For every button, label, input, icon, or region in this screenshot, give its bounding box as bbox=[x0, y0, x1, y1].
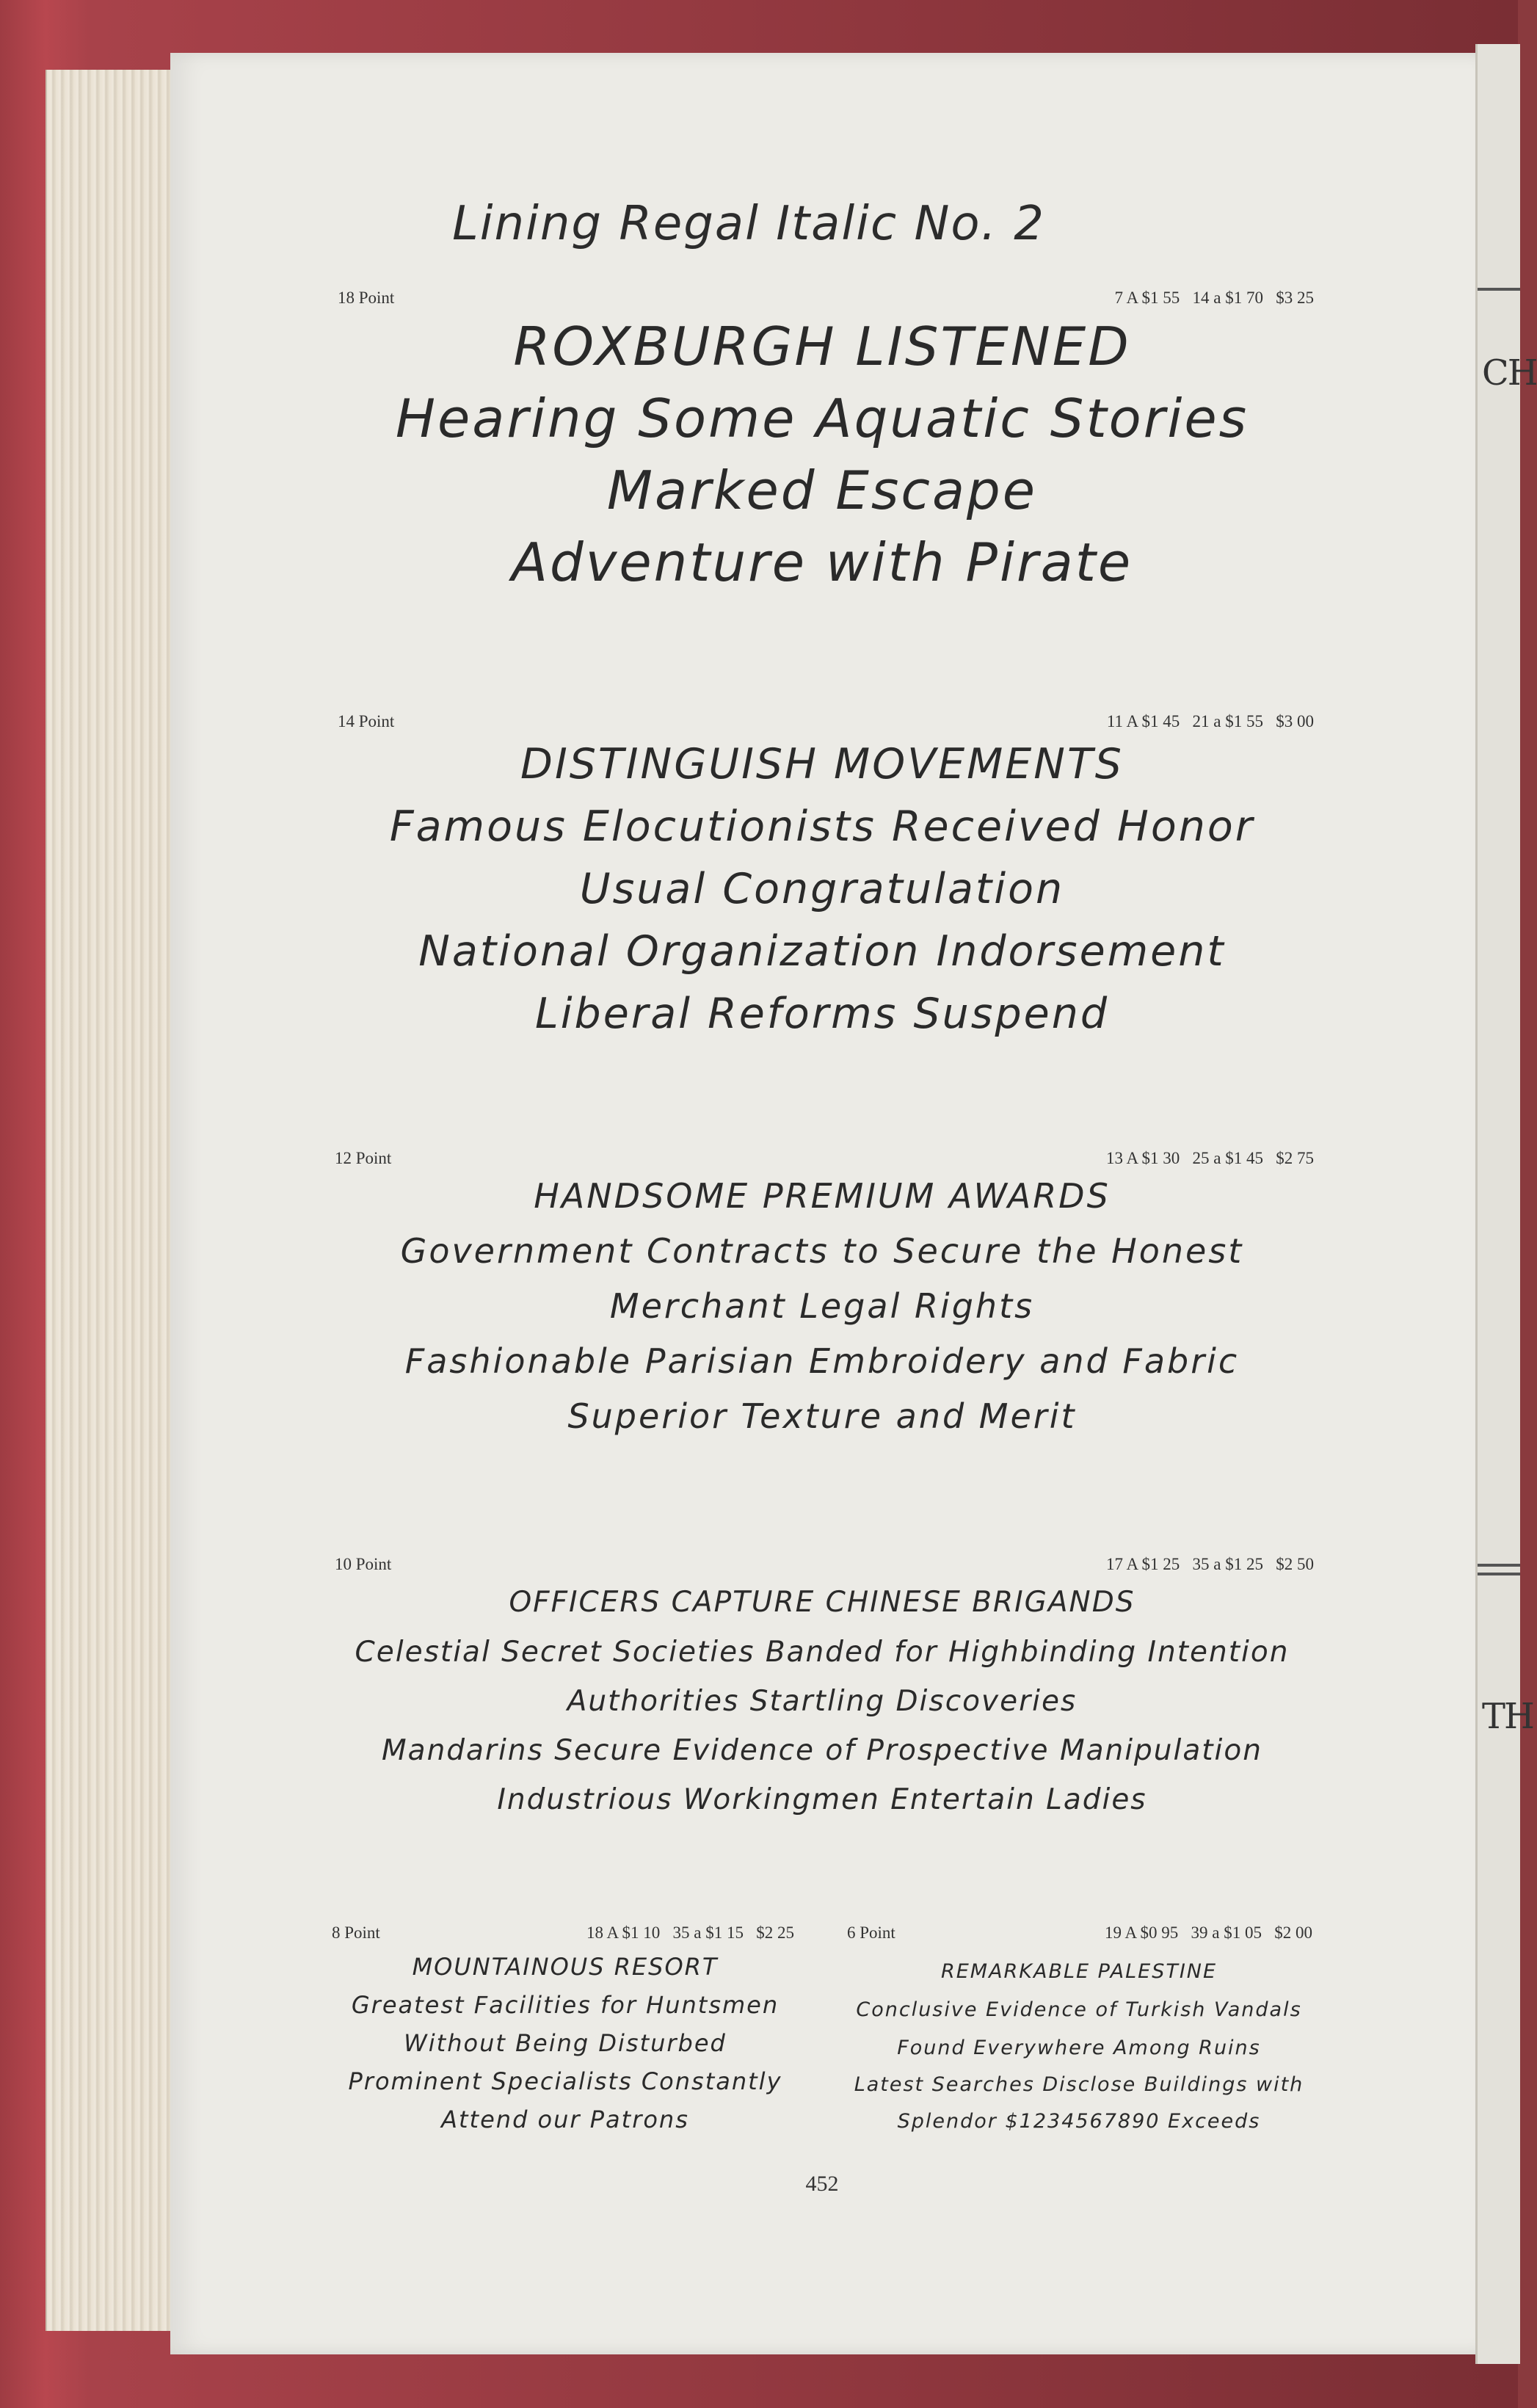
specimen-line: Without Being Disturbed bbox=[404, 2029, 727, 2057]
specimen-line: Industrious Workingmen Entertain Ladies bbox=[497, 1783, 1147, 1816]
specimen-line: Splendor $1234567890 Exceeds bbox=[897, 2110, 1261, 2133]
specimen-line: OFFICERS CAPTURE CHINESE BRIGANDS bbox=[509, 1586, 1136, 1619]
font-price: 19 A $0 95 39 a $1 05 $2 00 bbox=[1104, 1923, 1312, 1942]
specimen-line: Celestial Secret Societies Banded for Highbinding Intention bbox=[355, 1636, 1290, 1669]
specimen-line: Merchant Legal Rights bbox=[609, 1286, 1035, 1326]
point-size-label: 8 Point bbox=[332, 1923, 380, 1942]
specimen-line: REMARKABLE PALESTINE bbox=[940, 1960, 1218, 1983]
font-price: 7 A $1 55 14 a $1 70 $3 25 bbox=[1114, 289, 1314, 307]
point-size-label: 18 Point bbox=[338, 289, 395, 307]
point-size-label: 12 Point bbox=[335, 1149, 392, 1167]
specimen-line: Found Everywhere Among Ruins bbox=[897, 2037, 1261, 2059]
specimen-line: Government Contracts to Secure the Honest bbox=[400, 1231, 1244, 1271]
point-size-label: 10 Point bbox=[335, 1555, 392, 1573]
specimen-line: Hearing Some Aquatic Stories bbox=[395, 388, 1249, 449]
specimen-line: MOUNTAINOUS RESORT bbox=[412, 1953, 719, 1981]
specimen-line: Latest Searches Disclose Buildings with bbox=[854, 2073, 1304, 2096]
specimen-line: Attend our Patrons bbox=[441, 2106, 689, 2133]
specimen-line: Superior Texture and Merit bbox=[567, 1396, 1077, 1436]
adjacent-page-fragment: TH bbox=[1482, 1696, 1533, 1737]
specimen-line: Greatest Facilities for Huntsmen bbox=[351, 1991, 780, 2019]
specimen-line: Usual Congratulation bbox=[579, 865, 1065, 913]
specimen-line: Marked Escape bbox=[606, 460, 1038, 521]
specimen-line: ROXBURGH LISTENED bbox=[513, 316, 1131, 377]
point-size-label: 6 Point bbox=[847, 1923, 895, 1942]
font-price: 18 A $1 10 35 a $1 15 $2 25 bbox=[586, 1923, 794, 1942]
specimen-line: Adventure with Pirate bbox=[511, 532, 1133, 593]
specimen-line: Conclusive Evidence of Turkish Vandals bbox=[856, 1998, 1302, 2021]
font-price: 13 A $1 30 25 a $1 45 $2 75 bbox=[1105, 1149, 1314, 1167]
specimen-line: Prominent Specialists Constantly bbox=[348, 2067, 782, 2095]
specimen-line: HANDSOME PREMIUM AWARDS bbox=[534, 1176, 1111, 1216]
specimen-line: Famous Elocutionists Received Honor bbox=[389, 802, 1255, 851]
page-title: Lining Regal Italic No. 2 bbox=[452, 197, 1045, 251]
specimen-line: Mandarins Secure Evidence of Prospective Manipulation bbox=[382, 1734, 1262, 1767]
specimen-line: Liberal Reforms Suspend bbox=[534, 990, 1110, 1038]
page-number: 452 bbox=[805, 2172, 839, 2196]
adjacent-page-fragment: CH bbox=[1482, 352, 1537, 394]
specimen-line: National Organization Indorsement bbox=[418, 927, 1226, 976]
specimen-line: DISTINGUISH MOVEMENTS bbox=[520, 740, 1124, 788]
point-size-label: 14 Point bbox=[338, 712, 395, 730]
specimen-line: Fashionable Parisian Embroidery and Fabric bbox=[404, 1341, 1240, 1381]
font-price: 17 A $1 25 35 a $1 25 $2 50 bbox=[1105, 1555, 1314, 1573]
specimen-line: Authorities Startling Discoveries bbox=[567, 1685, 1078, 1718]
font-price: 11 A $1 45 21 a $1 55 $3 00 bbox=[1106, 712, 1314, 730]
